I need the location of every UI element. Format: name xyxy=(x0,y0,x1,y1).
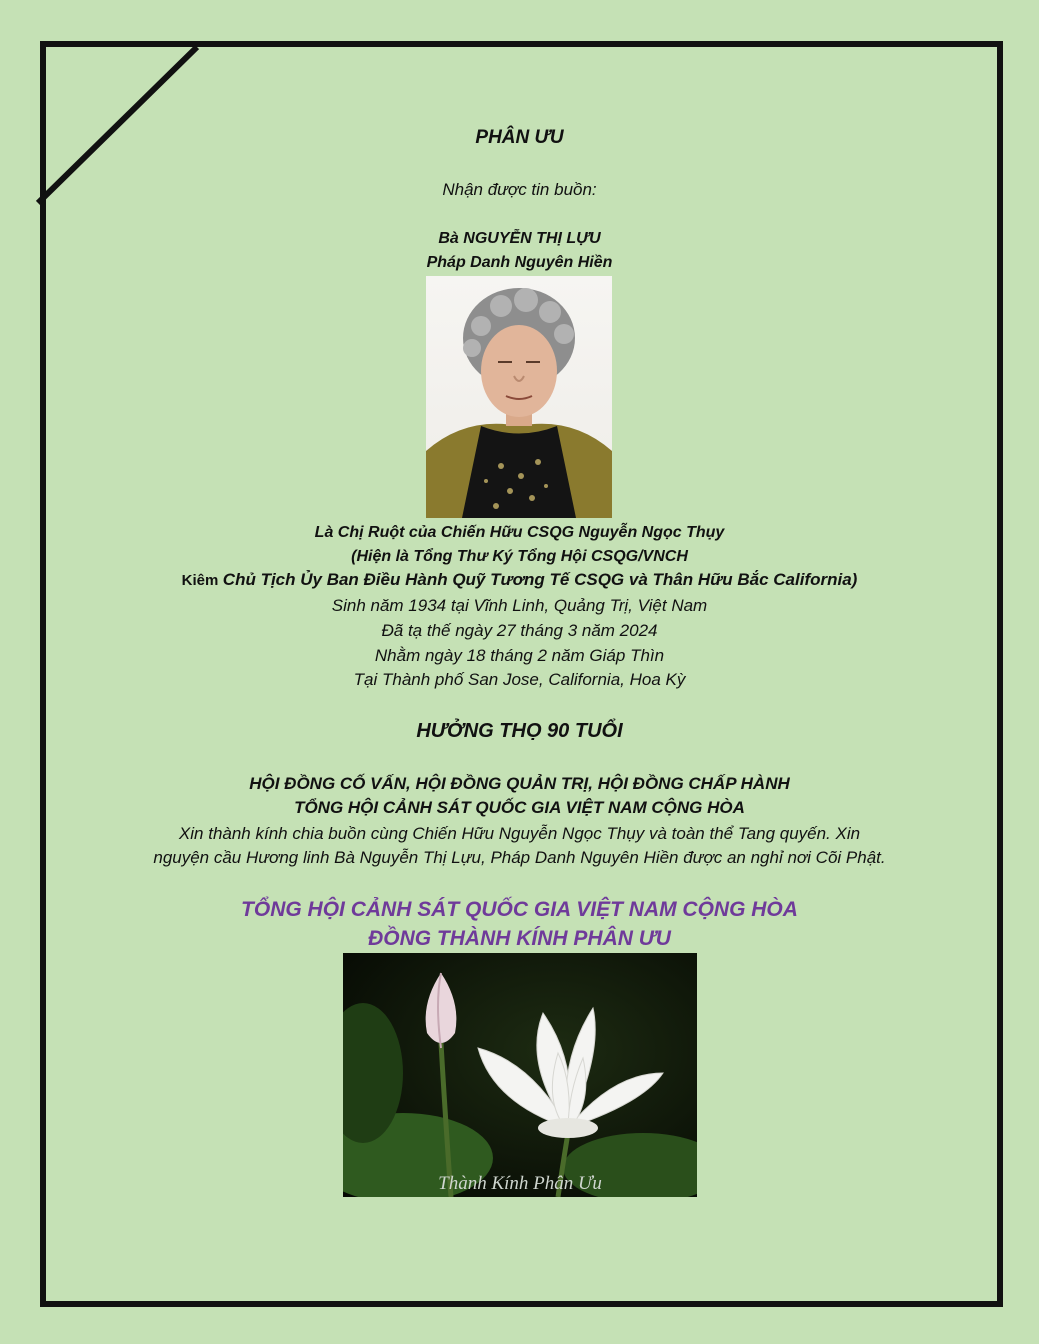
intro-text: Nhận được tin buồn: xyxy=(442,180,597,199)
condolence-line-1: Xin thành kính chia buồn cùng Chiến Hữu Nguyễn Ngọc Thụy và toàn thể Tang quyến. Xin xyxy=(178,824,861,843)
age-heading: HƯỞNG THỌ 90 TUỔI xyxy=(416,720,623,742)
councils-line: HỘI ĐỒNG CỐ VẤN, HỘI ĐỒNG QUẢN TRỊ, HỘI ĐỒNG CHẤP HÀNH xyxy=(249,774,790,793)
portrait-photo xyxy=(426,276,612,518)
signature-line-1: TỔNG HỘI CẢNH SÁT QUỐC GIA VIỆT NAM CỘNG HÒA xyxy=(241,898,798,921)
death-place: Tại Thành phố San Jose, California, Hoa Kỳ xyxy=(353,670,686,689)
notice-title: PHÂN ƯU xyxy=(475,127,564,148)
relation-prefix: Kiêm xyxy=(181,572,219,589)
lunar-date: Nhằm ngày 18 tháng 2 năm Giáp Thìn xyxy=(374,646,665,665)
relation-line-3 xyxy=(0,570,1039,590)
birth-info: Sinh năm 1934 tại Vĩnh Linh, Quảng Trị, Việt Nam xyxy=(331,596,708,615)
association-line: TỔNG HỘI CẢNH SÁT QUỐC GIA VIỆT NAM CỘNG HÒA xyxy=(294,798,745,817)
dharma-name: Pháp Danh Nguyên Hiền xyxy=(426,254,613,271)
relation-line-2: (Hiện là Tổng Thư Ký Tổng Hội CSQG/VNCH xyxy=(351,548,688,565)
relation-line-1: Là Chị Ruột của Chiến Hữu CSQG Nguyễn Ngọc Thụy xyxy=(314,524,725,541)
relation-rest: Chủ Tịch Ủy Ban Điều Hành Quỹ Tương Tế CSQG và Thân Hữu Bắc California) xyxy=(222,570,858,589)
condolence-line-2: nguyện cầu Hương linh Bà Nguyễn Thị Lựu, Pháp Danh Nguyên Hiền được an nghỉ nơi Cõi Phật. xyxy=(153,848,886,867)
signature-line-2: ĐỒNG THÀNH KÍNH PHÂN ƯU xyxy=(368,927,671,950)
deceased-name: Bà NGUYỄN THỊ LỰU xyxy=(438,230,601,247)
lotus-caption: Thành Kính Phân Ưu xyxy=(438,1173,602,1194)
death-date: Đã tạ thế ngày 27 tháng 3 năm 2024 xyxy=(381,621,658,640)
lotus-image xyxy=(343,953,697,1197)
